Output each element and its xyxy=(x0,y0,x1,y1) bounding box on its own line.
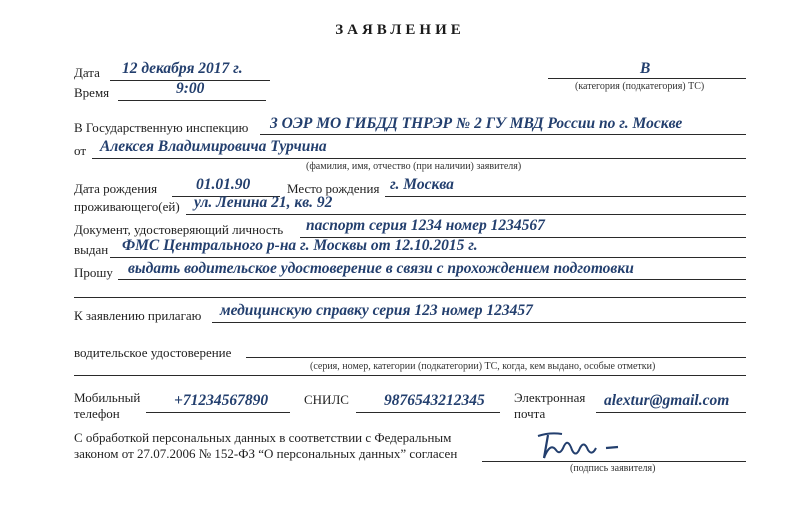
residence-value: ул. Ленина 21, кв. 92 xyxy=(194,194,333,211)
category-value: B xyxy=(640,60,651,77)
request-value: выдать водительское удостоверение в связи с прохождением подготовки xyxy=(128,260,634,277)
consent-line-2: законом от 27.07.2006 № 152-ФЗ “О персональных данных” согласен xyxy=(74,446,458,461)
issued-label: выдан xyxy=(74,242,109,257)
license-underline xyxy=(246,357,746,358)
date-label: Дата xyxy=(74,65,100,80)
issued-underline xyxy=(110,257,746,258)
date-value: 12 декабря 2017 г. xyxy=(122,60,243,77)
snils-label: СНИЛС xyxy=(304,392,349,407)
attachment-underline xyxy=(212,322,746,323)
license-hint: (серия, номер, категории (подкатегории) ТС, когда, кем выдано, особые отметки) xyxy=(310,361,656,372)
applicant-hint: (фамилия, имя, отчество (при наличии) заявителя) xyxy=(306,161,522,172)
attachment-value: медицинскую справку серия 123 номер 123457 xyxy=(220,302,533,319)
consent-line-1: С обработкой персональных данных в соответствии с Федеральным xyxy=(74,430,452,445)
attachment-label: К заявлению прилагаю xyxy=(74,308,202,323)
birth-date-label: Дата рождения xyxy=(74,181,158,196)
category-underline xyxy=(548,78,746,79)
phone-label-1: Мобильный xyxy=(74,390,141,405)
inspection-value: 3 ОЭР МО ГИБДД ТНРЭР № 2 ГУ МВД России по г. Москве xyxy=(270,115,683,132)
birth-place-underline xyxy=(385,196,746,197)
email-value: alextur@gmail.com xyxy=(604,392,730,409)
applicant-underline xyxy=(92,158,746,159)
time-label: Время xyxy=(74,85,110,100)
birth-date-value: 01.01.90 xyxy=(196,176,251,193)
birth-place-label: Место рождения xyxy=(287,181,380,196)
snils-value: 9876543212345 xyxy=(384,392,485,409)
request-underline xyxy=(118,279,746,280)
document-label: Документ, удостоверяющий личность xyxy=(74,222,284,237)
email-label-2: почта xyxy=(514,406,546,421)
inspection-label: В Государственную инспекцию xyxy=(74,120,249,135)
category-hint: (категория (подкатегория) ТС) xyxy=(575,81,705,92)
request-extra-line xyxy=(74,297,746,298)
signature-hint: (подпись заявителя) xyxy=(570,463,656,474)
license-extra-line xyxy=(74,375,746,376)
document-value: паспорт серия 1234 номер 1234567 xyxy=(306,217,545,234)
inspection-underline xyxy=(260,134,746,135)
phone-label-2: телефон xyxy=(74,406,120,421)
signature-image xyxy=(520,428,630,464)
license-label: водительское удостоверение xyxy=(74,345,232,360)
residence-underline xyxy=(186,214,746,215)
snils-underline xyxy=(356,412,500,413)
birth-place-value: г. Москва xyxy=(390,176,454,193)
issued-value: ФМС Центрального р-на г. Москвы от 12.10.2015 г. xyxy=(122,237,478,254)
residence-label: проживающего(ей) xyxy=(74,199,180,214)
time-underline xyxy=(118,100,266,101)
applicant-value: Алексея Владимировича Турчина xyxy=(100,138,327,155)
email-underline xyxy=(596,412,746,413)
page-title: ЗАЯВЛЕНИЕ xyxy=(335,22,465,38)
time-value: 9:00 xyxy=(176,80,205,97)
phone-value: +71234567890 xyxy=(174,392,269,409)
request-label: Прошу xyxy=(74,265,113,280)
email-label-1: Электронная xyxy=(514,390,586,405)
applicant-label: от xyxy=(74,143,87,158)
phone-underline xyxy=(146,412,290,413)
